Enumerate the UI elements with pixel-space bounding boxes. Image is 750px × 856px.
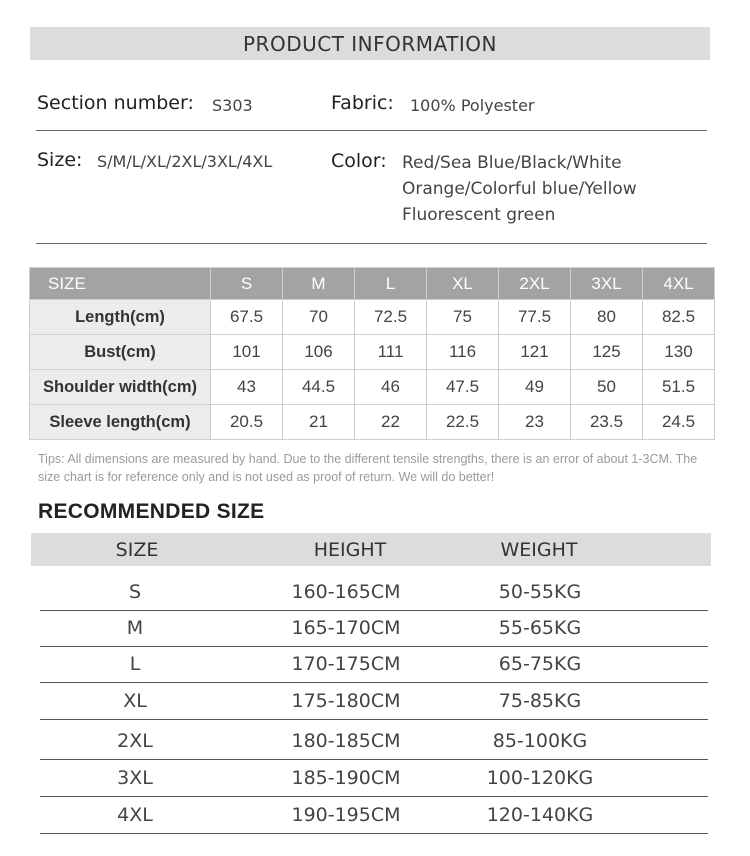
product-info-banner: [30, 27, 710, 60]
color-line: Orange/Colorful blue/Yellow: [402, 179, 637, 199]
table-cell: 101: [211, 335, 283, 370]
row-divider: [40, 833, 708, 834]
table-cell: 75: [427, 300, 499, 335]
size-chart-header-row: [30, 268, 715, 300]
fabric-value: 100% Polyester: [410, 96, 535, 115]
section-number-value: S303: [212, 96, 253, 115]
size-chart-header: S: [211, 268, 283, 300]
row-divider: [40, 796, 708, 797]
table-cell: 44.5: [283, 370, 355, 405]
table-cell: 23: [499, 405, 571, 440]
recommended-size: 3XL: [117, 767, 153, 789]
size-chart-header: M: [283, 268, 355, 300]
table-cell: 130: [643, 335, 715, 370]
section-number-label: Section number:: [37, 92, 194, 114]
recommended-weight: 75-85KG: [498, 690, 582, 712]
size-chart-header: XL: [427, 268, 499, 300]
table-cell: 121: [499, 335, 571, 370]
table-cell: 24.5: [643, 405, 715, 440]
recommended-size: S: [128, 581, 142, 603]
table-cell: 77.5: [499, 300, 571, 335]
table-cell: 46: [355, 370, 427, 405]
row-label: Bust(cm): [30, 335, 211, 370]
table-cell: 67.5: [211, 300, 283, 335]
table-cell: 22: [355, 405, 427, 440]
size-chart-header: 2XL: [499, 268, 571, 300]
table-cell: 43: [211, 370, 283, 405]
size-label: Size:: [37, 149, 83, 171]
table-row: [30, 335, 715, 370]
table-cell: 50: [571, 370, 643, 405]
table-cell: 47.5: [427, 370, 499, 405]
recommended-size: XL: [123, 690, 147, 712]
table-cell: 106: [283, 335, 355, 370]
recommended-row: [31, 575, 711, 611]
table-cell: 22.5: [427, 405, 499, 440]
table-cell: 70: [283, 300, 355, 335]
color-line: Fluorescent green: [402, 205, 556, 225]
recommended-weight: 85-100KG: [492, 730, 588, 752]
recommended-row: [31, 798, 711, 834]
recommended-weight: 65-75KG: [498, 653, 582, 675]
recommended-size: 4XL: [117, 804, 153, 826]
recommended-row: [31, 611, 711, 647]
row-label: Length(cm): [30, 300, 211, 335]
table-row: [30, 405, 715, 440]
recommended-weight: 55-65KG: [498, 617, 582, 639]
table-cell: 111: [355, 335, 427, 370]
recommended-size-title: RECOMMENDED SIZE: [38, 500, 265, 523]
table-cell: 82.5: [643, 300, 715, 335]
info-divider-2: [36, 243, 707, 244]
color-value: [402, 150, 637, 228]
recommended-size: L: [129, 653, 141, 675]
recommended-weight: 120-140KG: [486, 804, 594, 826]
recommended-row: [31, 647, 711, 683]
fabric-label: Fabric:: [331, 92, 394, 114]
recommended-height: 160-165CM: [291, 581, 401, 603]
row-label: Sleeve length(cm): [30, 405, 211, 440]
recommended-height: 170-175CM: [291, 653, 401, 675]
table-cell: 116: [427, 335, 499, 370]
recommended-weight: 100-120KG: [486, 767, 594, 789]
recommended-row: [31, 684, 711, 720]
recommended-size: M: [126, 617, 144, 639]
table-cell: 20.5: [211, 405, 283, 440]
recommended-height: 180-185CM: [291, 730, 401, 752]
size-value: S/M/L/XL/2XL/3XL/4XL: [97, 152, 273, 171]
size-chart-header: 3XL: [571, 268, 643, 300]
color-line: Red/Sea Blue/Black/White: [402, 153, 622, 173]
recommended-size: 2XL: [117, 730, 153, 752]
color-label: Color:: [331, 150, 387, 172]
recommended-height: 190-195CM: [291, 804, 401, 826]
table-cell: 49: [499, 370, 571, 405]
recommended-height: 175-180CM: [291, 690, 401, 712]
row-divider: [40, 682, 708, 683]
table-cell: 72.5: [355, 300, 427, 335]
size-chart-header: SIZE: [30, 268, 211, 300]
recommended-weight: 50-55KG: [498, 581, 582, 603]
row-label: Shoulder width(cm): [30, 370, 211, 405]
table-cell: 80: [571, 300, 643, 335]
table-cell: 51.5: [643, 370, 715, 405]
info-divider-1: [36, 130, 707, 131]
product-info-title: PRODUCT INFORMATION: [243, 32, 497, 56]
measurement-tips: Tips: All dimensions are measured by hand. Due to the different tensile strengths, there is an error of about 1-3CM. The size chart is for reference only and is not used as proof of return. We will do better!: [38, 452, 698, 484]
table-cell: 23.5: [571, 405, 643, 440]
table-cell: 125: [571, 335, 643, 370]
size-chart-header: 4XL: [643, 268, 715, 300]
recommended-header: SIZE: [115, 539, 159, 561]
recommended-height: 165-170CM: [291, 617, 401, 639]
recommended-header: HEIGHT: [313, 539, 387, 561]
recommended-row: [31, 724, 711, 760]
size-chart-header: L: [355, 268, 427, 300]
recommended-header-row: [31, 533, 711, 566]
row-divider: [40, 719, 708, 720]
size-chart-table: [29, 267, 715, 440]
recommended-header: WEIGHT: [500, 539, 578, 561]
table-cell: 21: [283, 405, 355, 440]
row-divider: [40, 759, 708, 760]
recommended-row: [31, 761, 711, 797]
table-row: [30, 300, 715, 335]
recommended-height: 185-190CM: [291, 767, 401, 789]
table-row: [30, 370, 715, 405]
